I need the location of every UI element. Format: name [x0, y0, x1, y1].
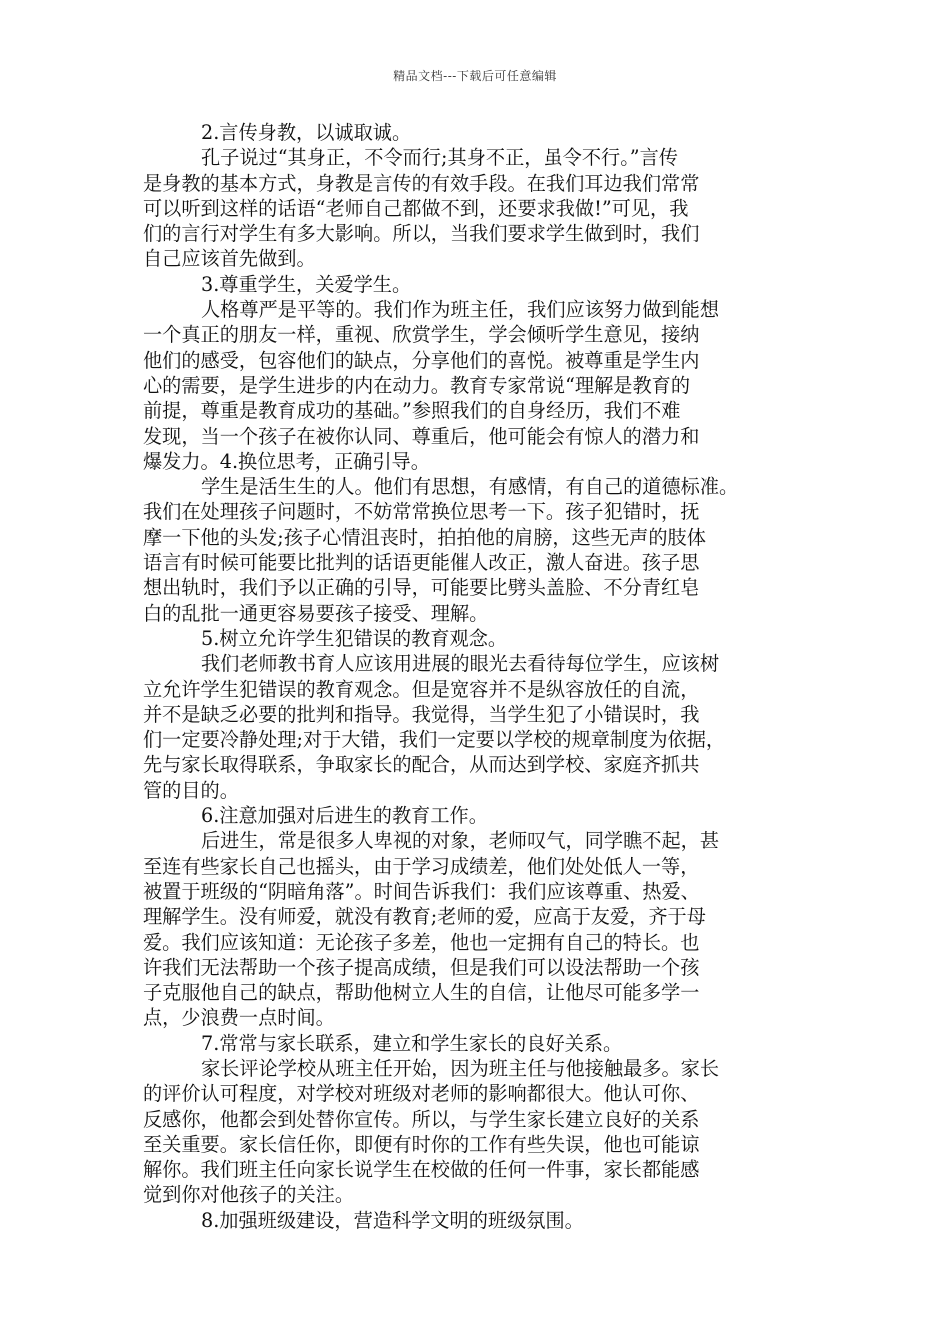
text-line: 并不是缺乏必要的批判和指导。我觉得，当学生犯了小错误时，我: [143, 702, 700, 726]
text-line: 想出轨时，我们予以正确的引导，可能要比劈头盖脸、不分青红皂: [143, 576, 700, 600]
text-line: 觉到你对他孩子的关注。: [143, 1183, 355, 1207]
text-line: 子克服他自己的缺点，帮助他树立人生的自信，让他尽可能多学一: [143, 981, 700, 1005]
text-line: 他们的感受，包容他们的缺点，分享他们的喜悦。被尊重是学生内: [143, 348, 700, 372]
text-line: 立允许学生犯错误的教育观念。但是宽容并不是纵容放任的自流，: [143, 677, 700, 701]
text-line: 学生是活生生的人。他们有思想，有感情，有自己的道德标准。: [201, 475, 739, 499]
text-line: 孔子说过“其身正，不令而行;其身不正，虽令不行。”言传: [201, 146, 678, 170]
text-line: 2.言传身教，以诚取诚。: [201, 121, 412, 144]
text-line: 后进生，常是很多人卑视的对象，老师叹气，同学瞧不起，甚: [201, 829, 720, 853]
text-line: 反感你，他都会到处替你宣传。所以，与学生家长建立良好的关系: [143, 1107, 700, 1131]
text-line: 先与家长取得联系，争取家长的配合，从而达到学校、家庭齐抓共: [143, 753, 700, 777]
text-line: 们的言行对学生有多大影响。所以，当我们要求学生做到时，我们: [143, 222, 700, 246]
document-body: [143, 120, 811, 1233]
text-line: 爆发力。4.换位思考，正确引导。: [143, 449, 430, 473]
page-header: 精品文档---下载后可任意编辑: [393, 69, 557, 83]
text-line: 心的需要，是学生进步的内在动力。教育专家常说“理解是教育的: [143, 373, 691, 397]
text-line: 前提，尊重是教育成功的基础。”参照我们的自身经历，我们不难: [143, 399, 681, 423]
text-line: 被置于班级的“阴暗角落”。时间告诉我们：我们应该尊重、热爱、: [143, 879, 700, 903]
text-line: 理解学生。没有师爱，就没有教育;老师的爱，应高于友爱，齐于母: [143, 905, 706, 929]
text-line: 自己应该首先做到。: [143, 247, 316, 271]
text-line: 人格尊严是平等的。我们作为班主任，我们应该努力做到能想: [201, 298, 720, 322]
text-line: 点，少浪费一点时间。: [143, 1006, 335, 1030]
text-line: 发现，当一个孩子在被你认同、尊重后，他可能会有惊人的潜力和: [143, 424, 700, 448]
text-line: 家长评论学校从班主任开始，因为班主任与他接触最多。家长: [201, 1056, 720, 1080]
text-line: 是身教的基本方式，身教是言传的有效手段。在我们耳边我们常常: [143, 171, 700, 195]
text-line: 解你。我们班主任向家长说学生在校做的任何一件事，家长都能感: [143, 1158, 700, 1182]
text-line: 至关重要。家长信任你，即便有时你的工作有些失误，他也可能谅: [143, 1132, 700, 1156]
text-line: 一个真正的朋友一样，重视、欣赏学生，学会倾听学生意见，接纳: [143, 323, 700, 347]
text-line: 7.常常与家长联系，建立和学生家长的良好关系。: [201, 1031, 623, 1055]
text-line: 爱。我们应该知道：无论孩子多差，他也一定拥有自己的特长。也: [143, 930, 700, 954]
text-line: 的评价认可程度，对学校对班级对老师的影响都很大。他认可你、: [143, 1082, 700, 1106]
text-line: 3.尊重学生，关爱学生。: [201, 272, 412, 296]
text-line: 语言有时候可能要比批判的话语更能催人改正，激人奋进。孩子思: [143, 551, 700, 575]
text-line: 摩一下他的头发;孩子心情沮丧时，拍拍他的肩膀，这些无声的肢体: [143, 525, 706, 549]
text-line: 我们在处理孩子问题时，不妨常常换位思考一下。孩子犯错时，抚: [143, 500, 700, 524]
text-line: 5.树立允许学生犯错误的教育观念。: [201, 626, 508, 650]
text-line: 许我们无法帮助一个孩子提高成绩，但是我们可以设法帮助一个孩: [143, 955, 700, 979]
text-line: 我们老师教书育人应该用进展的眼光去看待每位学生，应该树: [201, 652, 720, 676]
text-line: 6.注意加强对后进生的教育工作。: [201, 804, 488, 828]
text-line: 8.加强班级建设，营造科学文明的班级氛围。: [201, 1208, 584, 1232]
text-line: 们一定要冷静处理;对于大错，我们一定要以学校的规章制度为依据，: [143, 728, 726, 752]
text-line: 白的乱批一通更容易要孩子接受、理解。: [143, 601, 489, 625]
text-line: 可以听到这样的话语“老师自己都做不到，还要求我做!”可见，我: [143, 196, 689, 220]
text-line: 管的目的。: [143, 778, 239, 802]
text-line: 至连有些家长自己也摇头，由于学习成绩差，他们处处低人一等，: [143, 854, 700, 878]
